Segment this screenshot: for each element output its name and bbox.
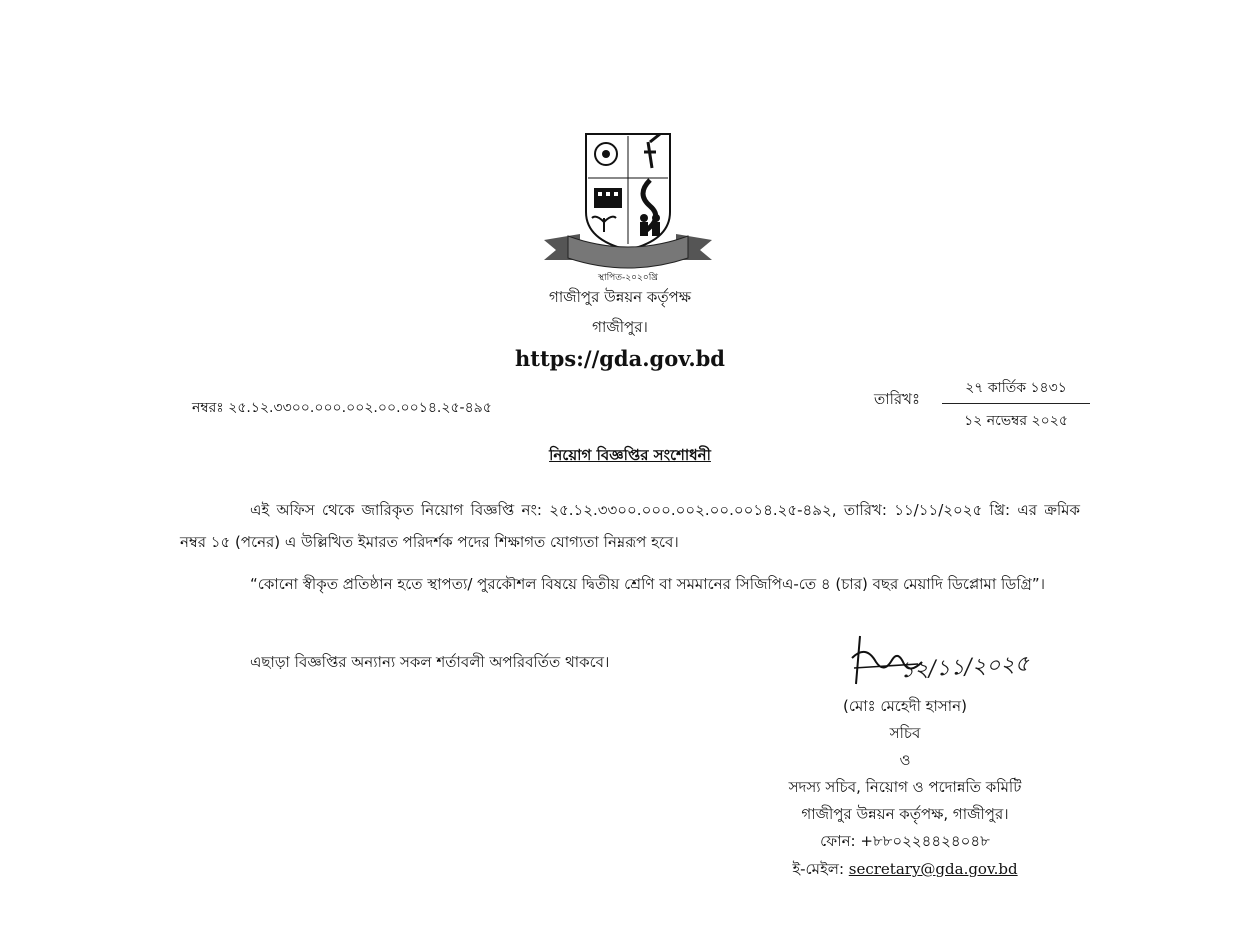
date-english: ১২ নভেম্বর ২০২৫ xyxy=(964,413,1068,429)
city-name: গাজীপুর। xyxy=(592,318,648,336)
signatory-title: সচিব xyxy=(889,724,921,742)
website-url: https://gda.gov.bd xyxy=(514,346,725,371)
organization-name: গাজীপুর উন্নয়ন কর্তৃপক্ষ xyxy=(549,288,691,306)
body-paragraph-1: এই অফিস থেকে জারিকৃত নিয়োগ বিজ্ঞপ্তি নং: ২৫.১২.৩৩০০.০০০.০০২.০০.০০১৪.২৫-৪৯২, তারিখ: ১১/১১/২০২৫ খ্রি: এর ক্রমিক নম্বর ১৫ (পনের) এ উল্লিখিত ইমারত পরিদর্শক পদের শিক্ষাগত যোগ্যতা নিম্নরূপ হবে। xyxy=(180,501,1080,551)
body-paragraph-2: “কোনো স্বীকৃত প্রতিষ্ঠান হতে স্থাপত্য/ পুরকৌশল বিষয়ে দ্বিতীয় শ্রেণি বা সমমানের সিজিপিএ-তে ৪ (চার) বছর মেয়াদি ডিপ্লোমা ডিগ্রি”। xyxy=(250,575,1045,593)
date-block xyxy=(942,376,1090,433)
signatory-email-line xyxy=(720,856,1090,883)
body-paragraph-3: এছাড়া বিজ্ঞপ্তির অন্যান্য সকল শর্তাবলী অপরিবর্তিত থাকবে। xyxy=(250,653,610,671)
signatory-committee: সদস্য সচিব, নিয়োগ ও পদোন্নতি কমিটি xyxy=(788,778,1022,796)
signatory-office: গাজীপুর উন্নয়ন কর্তৃপক্ষ, গাজীপুর। xyxy=(801,805,1009,823)
email-label: ই-মেইল: xyxy=(792,860,849,878)
date-label: তারিখঃ xyxy=(874,390,920,408)
notice-subject: নিয়োগ বিজ্ঞপ্তির সংশোধনী xyxy=(549,446,711,464)
memo-number: নম্বরঃ ২৫.১২.৩৩০০.০০০.০০২.০০.০০১৪.২৫-৪৯৫ xyxy=(192,400,492,416)
signature-date: ১২/১১/২০২৫ xyxy=(899,651,1030,684)
emblem-established-text: স্থাপিত-২০২০খ্রি xyxy=(598,273,658,283)
gda-emblem-logo xyxy=(540,128,716,284)
signatory-phone: ফোন: +৮৮০২২৪৪২৪০৪৮ xyxy=(820,832,990,850)
signatory-conjunction: ও xyxy=(899,751,911,769)
signatory-name: (মোঃ মেহেদী হাসান) xyxy=(843,697,967,715)
date-bangla: ২৭ কার্তিক ১৪৩১ xyxy=(942,376,1090,404)
email-link[interactable]: secretary@gda.gov.bd xyxy=(848,860,1018,878)
